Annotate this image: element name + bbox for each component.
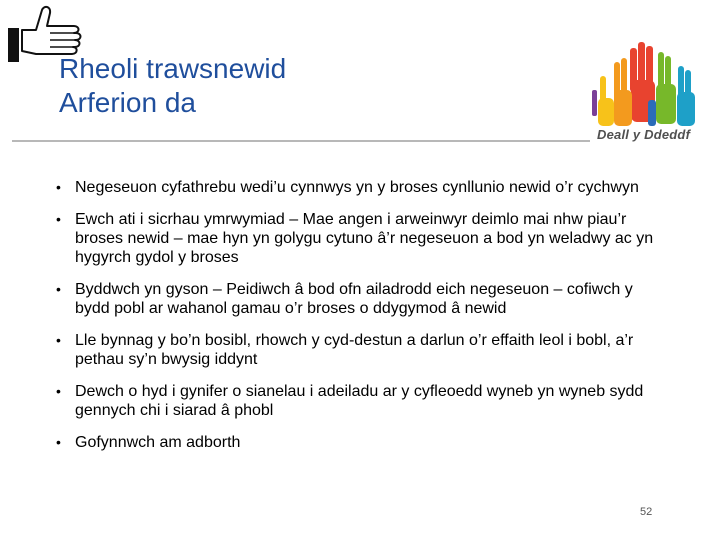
brand-logo-text: Deall y Ddeddf — [597, 127, 691, 142]
hand-orange — [614, 58, 632, 126]
bullet-item: • Lle bynnag y bo’n bosibl, rhowch y cyd-destun a darlun o’r effaith leol i bobl, a’r pethau sy’n bwysig iddynt — [56, 331, 656, 369]
hand-yellow — [598, 76, 614, 126]
title-divider — [12, 140, 590, 142]
bullet-item: • Gofynnwch am adborth — [56, 433, 656, 452]
title-line-2: Arferion da — [59, 87, 196, 118]
hand-blue — [677, 66, 695, 126]
bullet-list — [56, 178, 656, 465]
bullet-item: • Dewch o hyd i gynifer o sianelau i adeiladu ar y cyfleoedd wyneb yn wyneb sydd gennych chi i siarad â phobl — [56, 382, 656, 420]
bullet-item: • Negeseuon cyfathrebu wedi’u cynnwys yn y broses cynllunio newid o’r cychwyn — [56, 178, 656, 197]
bullet-item: • Ewch ati i sicrhau ymrwymiad – Mae angen i arweinwyr deimlo mai nhw piau’r broses newid – mae hyn yn golygu cytuno â’r negeseuon a bod yn weladwy ac yn hygyrch gydol y broses — [56, 210, 656, 267]
raised-hands-icon — [592, 40, 702, 130]
bullet-item: • Byddwch yn gyson – Peidiwch â bod ofn ailadrodd eich negeseuon – cofiwch y bydd pobl ar wahanol gamau o’r broses o ddygymod â newid — [56, 280, 656, 318]
hand-green — [656, 52, 676, 124]
page-number: 52 — [640, 506, 653, 518]
title-line-1: Rheoli trawsnewid — [59, 53, 287, 84]
slide-title — [59, 52, 286, 120]
